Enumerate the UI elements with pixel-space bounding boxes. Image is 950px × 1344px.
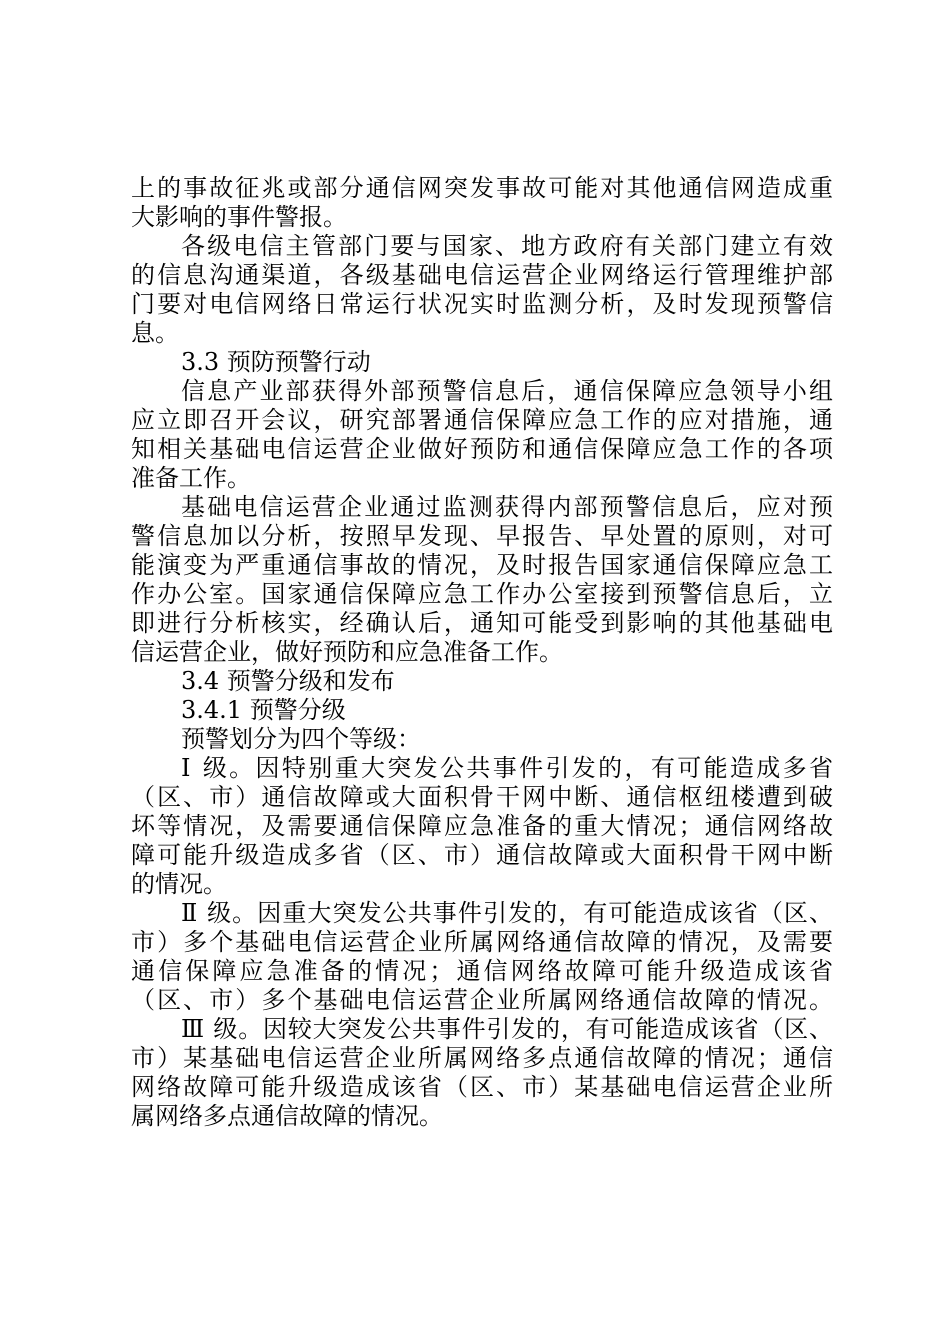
text-line: 信运营企业，做好预防和应急准备工作。 (131, 638, 563, 666)
text-line: 上的事故征兆或部分通信网突发事故可能对其他通信网造成重 (131, 174, 833, 202)
text-line: 3.3 预防预警行动 (181, 348, 371, 376)
text-line: （区、市）多个基础电信运营企业所属网络通信故障的情况。 (131, 986, 833, 1014)
text-line: 预警划分为四个等级： (181, 725, 421, 753)
text-line: 知相关基础电信运营企业做好预防和通信保障应急工作的各项 (131, 435, 833, 463)
text-line: 3.4 预警分级和发布 (181, 667, 395, 695)
text-line: 应立即召开会议，研究部署通信保障应急工作的应对措施，通 (131, 406, 833, 434)
text-line: 准备工作。 (131, 464, 251, 492)
text-line: 的信息沟通渠道，各级基础电信运营企业网络运行管理维护部 (131, 261, 833, 289)
text-line: 坏等情况，及需要通信保障应急准备的重大情况；通信网络故 (131, 812, 833, 840)
text-line: 大影响的事件警报。 (131, 203, 347, 231)
text-line: 的情况。 (131, 870, 227, 898)
text-line: Ⅲ 级。因较大突发公共事件引发的，有可能造成该省（区、 (181, 1015, 833, 1043)
text-line: 市）多个基础电信运营企业所属网络通信故障的情况，及需要 (131, 928, 833, 956)
text-line: 通信保障应急准备的情况；通信网络故障可能升级造成该省 (131, 957, 833, 985)
text-line: 各级电信主管部门要与国家、地方政府有关部门建立有效 (181, 232, 833, 260)
text-line: Ⅱ 级。因重大突发公共事件引发的，有可能造成该省（区、 (181, 899, 833, 927)
text-line: 信息产业部获得外部预警信息后，通信保障应急领导小组 (181, 377, 833, 405)
text-line: 警信息加以分析，按照早发现、早报告、早处置的原则，对可 (131, 522, 833, 550)
text-line: 能演变为严重通信事故的情况，及时报告国家通信保障应急工 (131, 551, 833, 579)
text-line: 即进行分析核实，经确认后，通知可能受到影响的其他基础电 (131, 609, 833, 637)
document-page (131, 174, 833, 1131)
text-line: 属网络多点通信故障的情况。 (131, 1102, 443, 1130)
text-line: （区、市）通信故障或大面积骨干网中断、通信枢纽楼遭到破 (131, 783, 833, 811)
text-line: 市）某基础电信运营企业所属网络多点通信故障的情况；通信 (131, 1044, 833, 1072)
text-line: 网络故障可能升级造成该省（区、市）某基础电信运营企业所 (131, 1073, 833, 1101)
text-line: 作办公室。国家通信保障应急工作办公室接到预警信息后，立 (131, 580, 833, 608)
text-line: 3.4.1 预警分级 (181, 696, 346, 724)
text-line: 障可能升级造成多省（区、市）通信故障或大面积骨干网中断 (131, 841, 833, 869)
text-line: 息。 (131, 319, 179, 347)
text-line: 基础电信运营企业通过监测获得内部预警信息后，应对预 (181, 493, 833, 521)
text-line: 门要对电信网络日常运行状况实时监测分析，及时发现预警信 (131, 290, 833, 318)
text-line: Ⅰ 级。因特别重大突发公共事件引发的，有可能造成多省 (181, 754, 833, 782)
